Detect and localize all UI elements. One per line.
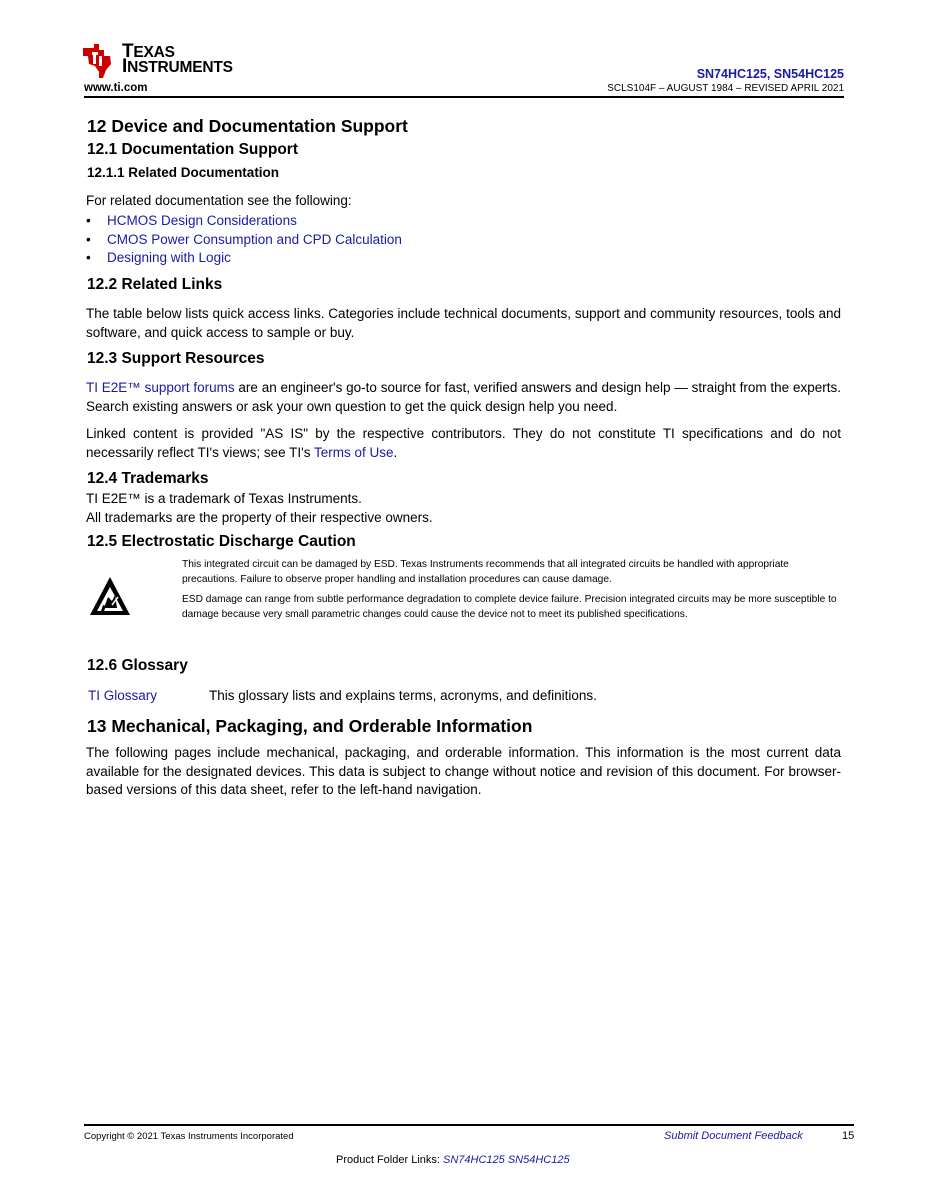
copyright: Copyright © 2021 Texas Instruments Incorporated [84, 1131, 294, 1142]
section-12-5-heading: 12.5 Electrostatic Discharge Caution [87, 533, 356, 550]
logo-line-1: TEXAS [122, 41, 175, 62]
logo-line-2: INSTRUMENTS [122, 56, 233, 77]
related-docs-list [86, 212, 402, 268]
list-item: • Designing with Logic [86, 250, 231, 265]
esd-warning-icon [88, 575, 132, 617]
trademark-line-1: TI E2E™ is a trademark of Texas Instruments. [86, 491, 362, 506]
part-numbers-link[interactable]: SN74HC125, SN54HC125 [696, 67, 844, 81]
header-rule [84, 96, 844, 98]
ti-glossary-link[interactable]: TI Glossary [88, 688, 158, 703]
section-12-3-heading: 12.3 Support Resources [87, 350, 265, 367]
section-13-heading: 13 Mechanical, Packaging, and Orderable Information [87, 716, 533, 736]
trademark-line-2: All trademarks are the property of their respective owners. [86, 510, 433, 525]
related-docs-intro: For related documentation see the following: [86, 193, 352, 208]
terms-of-use-link[interactable]: Terms of Use [313, 444, 394, 460]
section-12-1-heading: 12.1 Documentation Support [87, 141, 298, 158]
list-item: • CMOS Power Consumption and CPD Calculation [86, 231, 402, 247]
section-12-2-heading: 12.2 Related Links [87, 276, 223, 293]
glossary-definition: This glossary lists and explains terms, acronyms, and definitions. [209, 688, 597, 703]
section-12-4-heading: 12.4 Trademarks [87, 470, 209, 487]
website-link[interactable]: www.ti.com [84, 82, 148, 94]
doc-link-hcmos[interactable]: HCMOS Design Considerations [107, 213, 297, 228]
ti-logo [80, 42, 240, 82]
section-12-1-1-heading: 12.1.1 Related Documentation [87, 165, 280, 180]
list-item: • HCMOS Design Considerations [86, 213, 297, 228]
mechanical-info-text: The following pages include mechanical, packaging, and orderable information. This information is the most current data available for the designated devices. This data is subject to change without notice and revision of this document. For browser-based versions of this data sheet, refer to the left-hand navigation. [86, 745, 841, 797]
submit-feedback-link[interactable]: Submit Document Feedback [664, 1130, 803, 1142]
footer-rule [84, 1124, 854, 1126]
folder-link-sn54hc125[interactable]: SN54HC125 [507, 1154, 570, 1166]
doc-link-cmos-power[interactable]: CMOS Power Consumption and CPD Calculation [107, 231, 402, 247]
esd-paragraph-2: ESD damage can range from subtle performance degradation to complete device failure. Precision integrated circuits may be more susceptible to damage because very small parametric changes could cause the device not to meet its published specifications. [182, 594, 837, 620]
folder-link-sn74hc125[interactable]: SN74HC125 [443, 1154, 505, 1166]
ti-logo-icon [80, 42, 118, 80]
page-number: 15 [842, 1130, 855, 1142]
section-12-heading: 12 Device and Documentation Support [87, 116, 408, 136]
section-12-6-heading: 12.6 Glossary [87, 657, 188, 674]
document-id: SCLS104F – AUGUST 1984 – REVISED APRIL 2021 [607, 83, 844, 94]
support-resources-text: TI E2E™ support forums are an engineer's go-to source for fast, verified answers and design help — straight from the experts. Search existing answers or ask your own question to get the quick design help you need. [86, 380, 841, 414]
doc-link-designing-logic[interactable]: Designing with Logic [107, 250, 231, 265]
related-links-text: The table below lists quick access links. Categories include technical documents, support and community resources, tools and software, and quick access to sample or buy. [86, 306, 841, 340]
linked-content-text: Linked content is provided "AS IS" by the respective contributors. They do not constitute TI specifications and do not necessarily reflect TI's views; see TI's Terms of Use. [86, 426, 841, 460]
esd-paragraph-1: This integrated circuit can be damaged by ESD. Texas Instruments recommends that all integrated circuits be handled with appropriate precautions. Failure to observe proper handling and installation procedures can cause damage. [182, 559, 789, 585]
product-folder-links: Product Folder Links: SN74HC125 SN54HC125 [336, 1154, 570, 1166]
e2e-forums-link[interactable]: TI E2E™ support forums [86, 380, 235, 395]
